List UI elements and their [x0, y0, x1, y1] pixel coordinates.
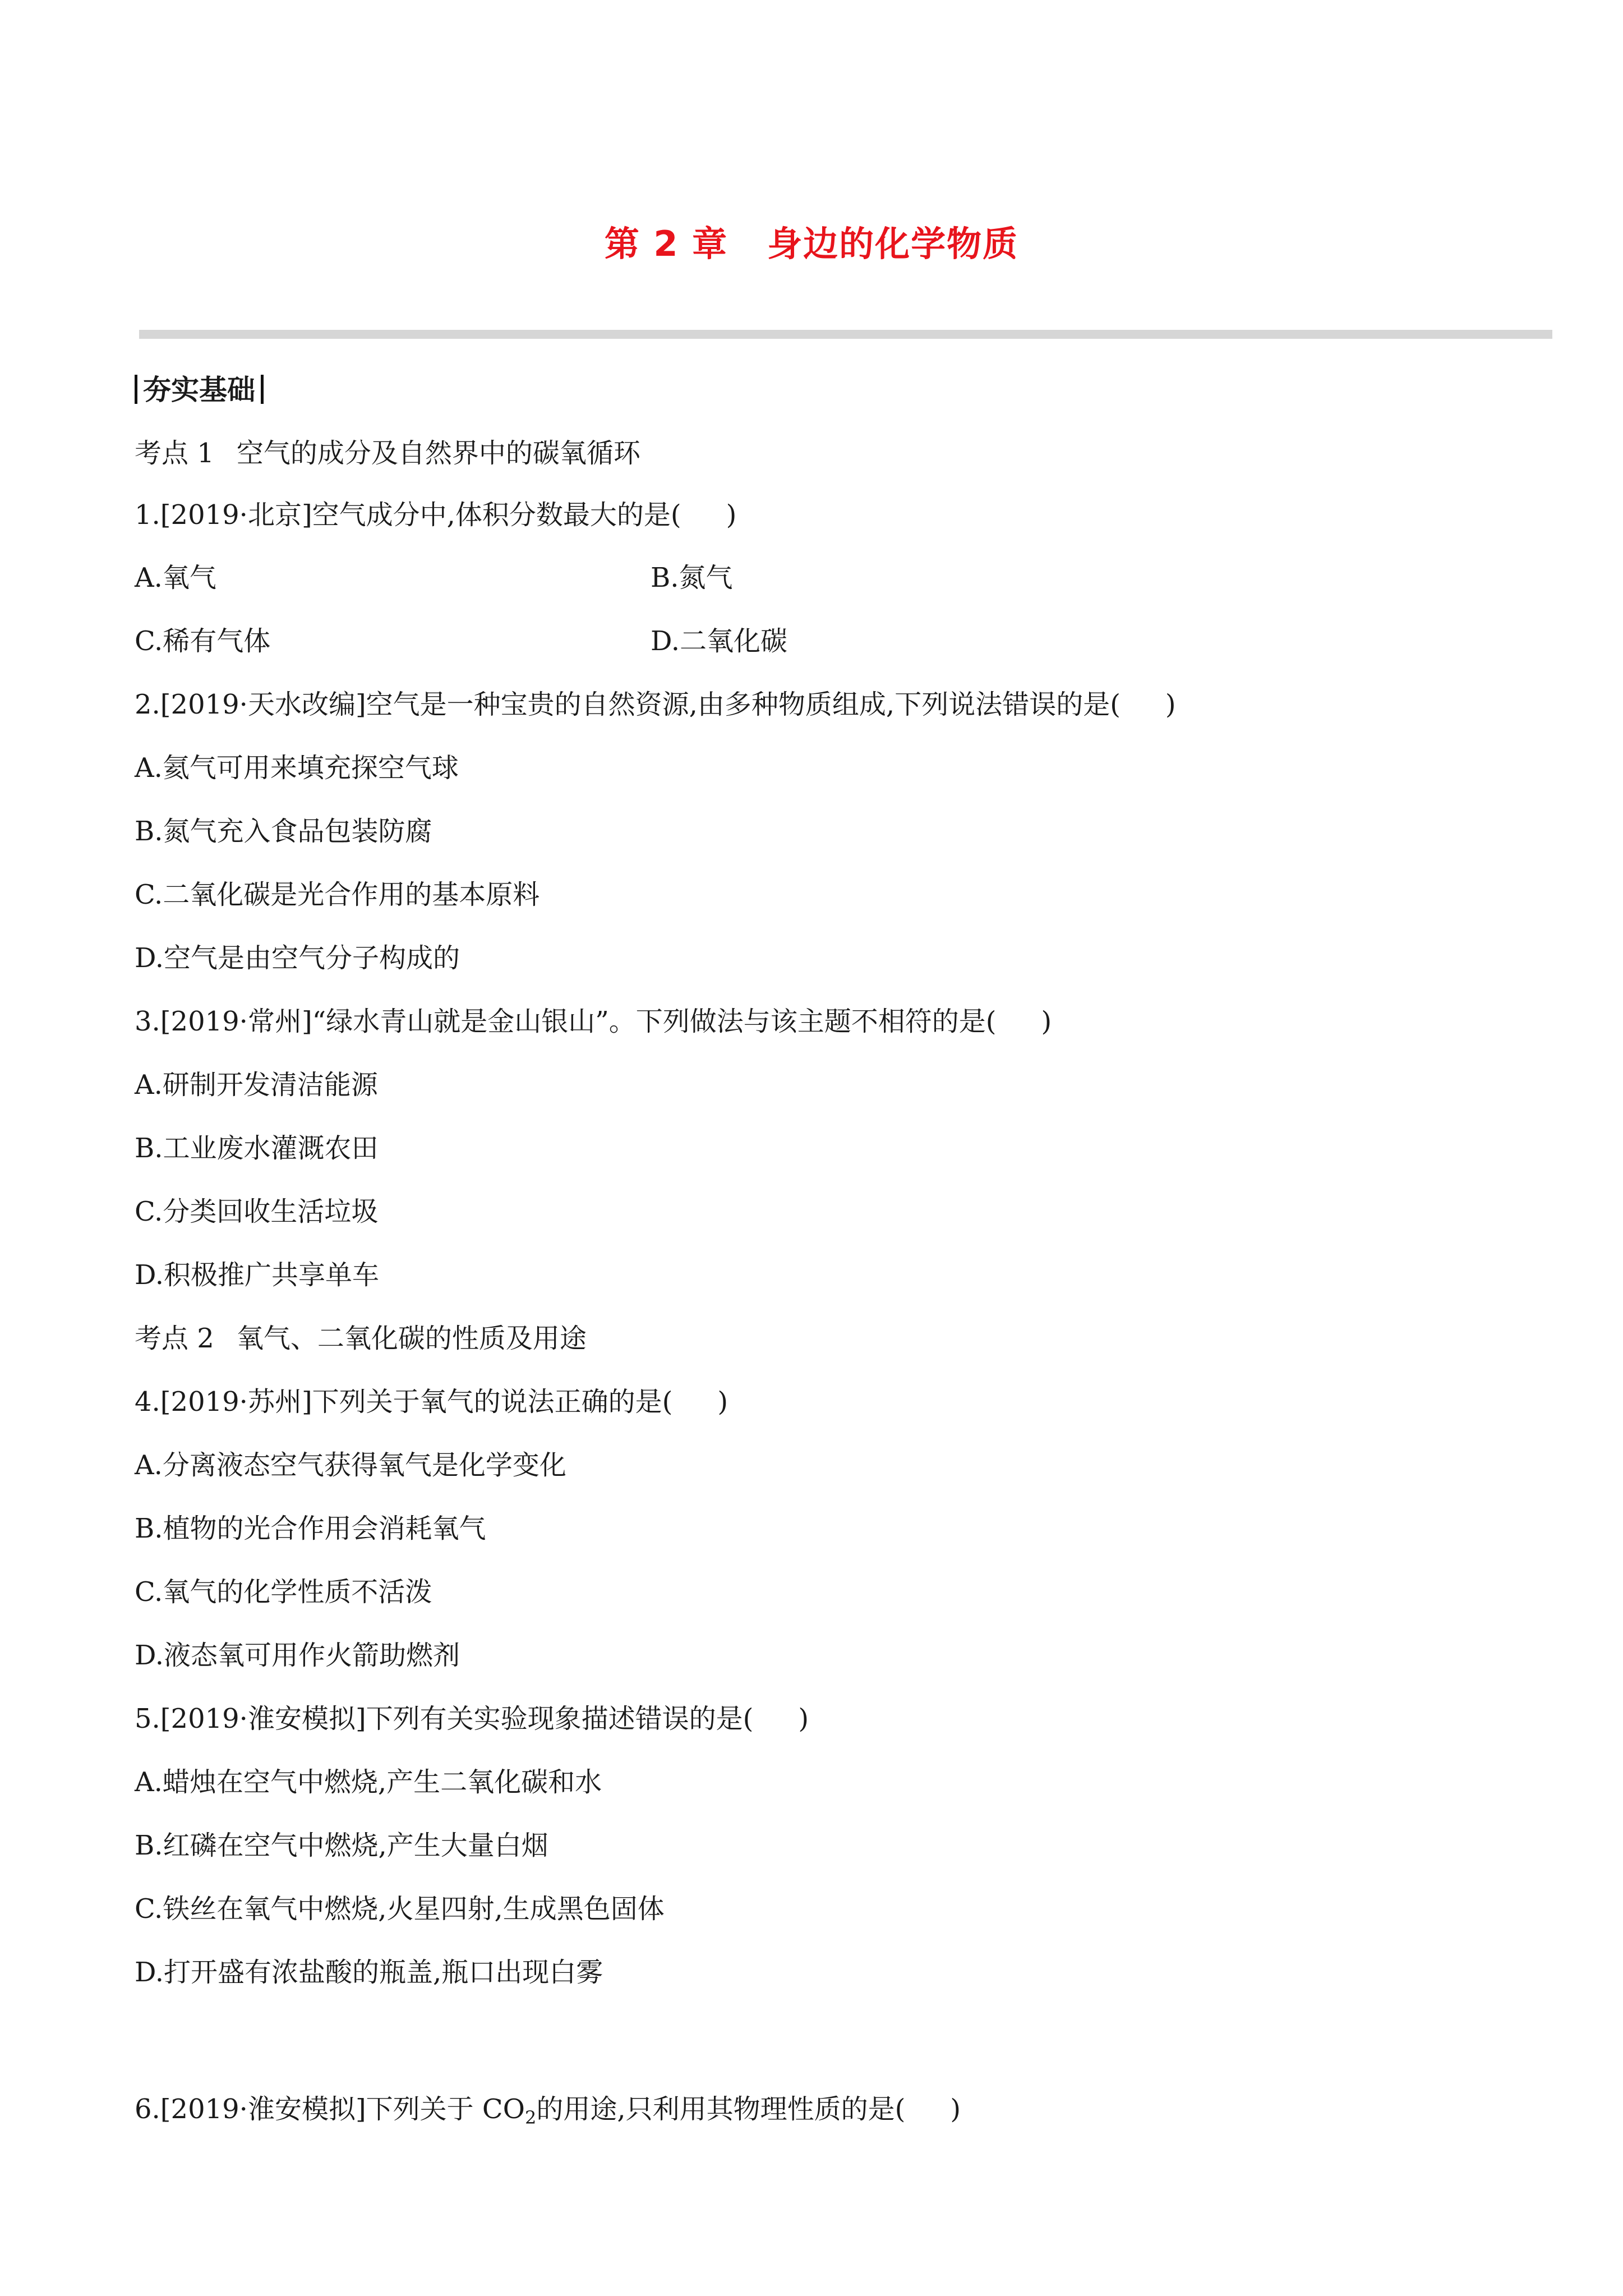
- option: C.分类回收生活垃圾: [135, 1196, 379, 1227]
- section-label: 夯实基础: [143, 374, 255, 406]
- subscript: 2: [525, 2107, 537, 2128]
- kaodian-2-heading: [135, 1322, 587, 1355]
- chapter-title: [0, 216, 1623, 266]
- kaodian-1-heading: [135, 436, 640, 470]
- close-paren: ): [717, 1386, 728, 1418]
- question-text: 下列关于 CO: [366, 2093, 525, 2125]
- option: B.植物的光合作用会消耗氧气: [135, 1513, 486, 1544]
- question-source: [2019·淮安模拟]: [160, 2093, 366, 2125]
- question-source: [2019·常州]: [160, 1006, 312, 1037]
- section-bar-right: [261, 375, 264, 404]
- close-paren: ): [950, 2093, 961, 2125]
- question-source: [2019·苏州]: [160, 1386, 312, 1418]
- section-header: [135, 373, 264, 407]
- option: C.氧气的化学性质不活泼: [135, 1576, 432, 1608]
- option: B.氮气充入食品包装防腐: [135, 816, 432, 847]
- option: C.稀有气体: [135, 625, 271, 657]
- question-3-stem: [135, 1005, 1052, 1038]
- kaodian-text: 氧气、二氧化碳的性质及用途: [236, 1323, 587, 1354]
- question-number: 3.: [135, 1006, 160, 1037]
- question-text: 下列有关实验现象描述错误的是(: [366, 1703, 754, 1734]
- question-text-cont: 的用途,只利用其物理性质的是(: [536, 2093, 906, 2125]
- option: D.空气是由空气分子构成的: [135, 942, 460, 974]
- question-text: 下列关于氧气的说法正确的是(: [312, 1386, 673, 1418]
- option: B.氮气: [651, 562, 733, 593]
- kaodian-label: 考点 2: [135, 1323, 214, 1354]
- option: B.红磷在空气中燃烧,产生大量白烟: [135, 1830, 548, 1861]
- question-text: “绿水青山就是金山银山”。下列做法与该主题不相符的是(: [312, 1006, 997, 1037]
- option: A.氧气: [135, 562, 216, 593]
- question-source: [2019·淮安模拟]: [160, 1703, 366, 1734]
- chapter-name: 身边的化学物质: [767, 223, 1019, 264]
- title-divider: [139, 330, 1552, 339]
- question-source: [2019·北京]: [160, 499, 312, 531]
- option: A.分离液态空气获得氧气是化学变化: [135, 1450, 566, 1481]
- question-number: 6.: [135, 2093, 160, 2125]
- option: A.氦气可用来填充探空气球: [135, 752, 459, 784]
- option: D.二氧化碳: [651, 625, 788, 657]
- question-number: 4.: [135, 1386, 160, 1418]
- question-text: 空气是一种宝贵的自然资源,由多种物质组成,下列说法错误的是(: [366, 689, 1121, 720]
- question-text: 空气成分中,体积分数最大的是(: [312, 499, 681, 531]
- section-bar-left: [135, 375, 137, 404]
- option: B.工业废水灌溉农田: [135, 1133, 379, 1164]
- option: A.研制开发清洁能源: [135, 1069, 378, 1101]
- question-4-stem: [135, 1385, 728, 1419]
- question-number: 2.: [135, 689, 160, 720]
- question-2-stem: [135, 688, 1176, 721]
- question-number: 5.: [135, 1703, 160, 1734]
- close-paren: ): [1041, 1006, 1052, 1037]
- question-1-stem: [135, 498, 736, 532]
- option: D.积极推广共享单车: [135, 1259, 380, 1291]
- question-6-stem: [135, 2092, 961, 2126]
- close-paren: ): [1165, 689, 1176, 720]
- option: D.液态氧可用作火箭助燃剂: [135, 1640, 460, 1671]
- kaodian-label: 考点 1: [135, 438, 214, 469]
- question-number: 1.: [135, 499, 160, 531]
- option: A.蜡烛在空气中燃烧,产生二氧化碳和水: [135, 1766, 602, 1798]
- chapter-number: 第 2 章: [604, 223, 728, 264]
- close-paren: ): [726, 499, 737, 531]
- close-paren: ): [798, 1703, 809, 1734]
- option: D.打开盛有浓盐酸的瓶盖,瓶口出现白雾: [135, 1957, 603, 1988]
- question-5-stem: [135, 1702, 809, 1736]
- kaodian-text: 空气的成分及自然界中的碳氧循环: [236, 438, 640, 469]
- question-source: [2019·天水改编]: [160, 689, 366, 720]
- option: C.二氧化碳是光合作用的基本原料: [135, 879, 540, 910]
- option: C.铁丝在氧气中燃烧,火星四射,生成黑色固体: [135, 1893, 665, 1925]
